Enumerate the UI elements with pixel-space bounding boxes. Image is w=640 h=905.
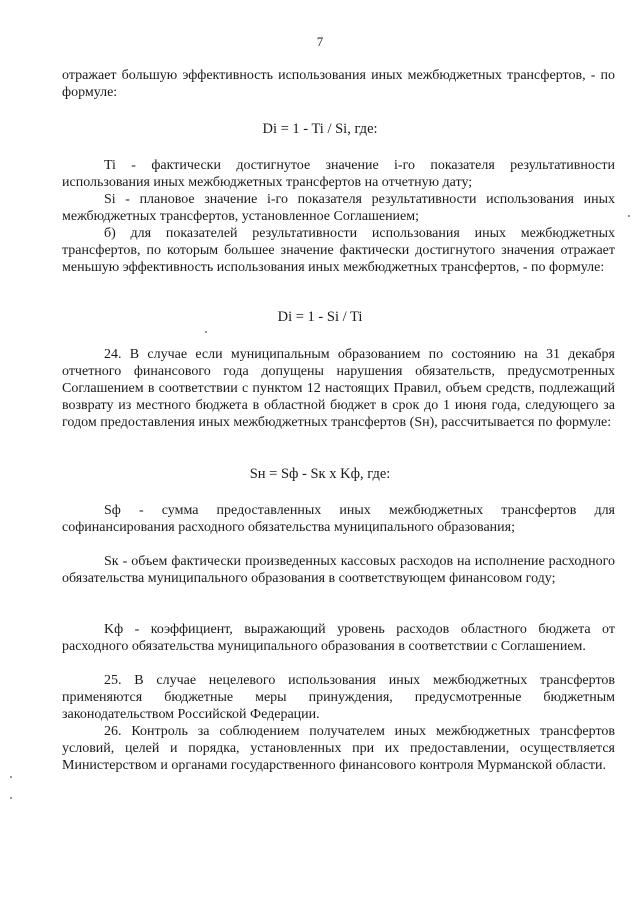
definition-ti: Ti - фактически достигнутое значение i-го показателя результативности использования иных межбюджетных трансфертов на отчетную дату;: [62, 158, 615, 190]
definition-sk: Sк - объем фактически произведенных кассовых расходов на исполнение расходного обязательства муниципального образования в соответствующем финансовом году;: [62, 554, 615, 586]
scan-speck: [628, 215, 630, 217]
paragraph-continuation: отражает большую эффективность использования иных межбюджетных трансфертов, - по формуле:: [62, 68, 615, 100]
formula-sn: Sн = Sф - Sк x Kф, где:: [249, 466, 391, 482]
scan-speck: [10, 776, 12, 778]
definition-si: Si - плановое значение i-го показателя результативности использования иных межбюджетных трансфертов, установленное Соглашением;: [62, 192, 615, 224]
formula-di-2: Di = 1 - Si / Ti: [277, 309, 363, 325]
page-number: 7: [316, 34, 324, 49]
scan-speck: [10, 797, 12, 799]
paragraph-b: б) для показателей результативности использования иных межбюджетных трансфертов, по которым большее значение фактически достигнутого значения отражает меньшую эффективность использования иных межбюджетных трансфертов, - по формуле:: [62, 226, 615, 275]
scan-speck: [205, 331, 207, 333]
definition-kf: Kф - коэффициент, выражающий уровень расходов областного бюджета от расходного обязательства муниципального образования в соответствии с Соглашением.: [62, 622, 615, 654]
paragraph-24: 24. В случае если муниципальным образованием по состоянию на 31 декабря отчетного финансового года допущены нарушения обязательств, предусмотренных Соглашением в соответствии с пунктом 12 настоящих Правил, объем средств, подлежащий возврату из местного бюджета в областной бюджет в срок до 1 июня года, следующего за годом предоставления иных межбюджетных трансфертов (Sн), рассчитывается по формуле:: [62, 347, 615, 430]
paragraph-25: 25. В случае нецелевого использования иных межбюджетных трансфертов применяются бюджетные меры принуждения, предусмотренные бюджетным законодательством Российской Федерации.: [62, 673, 615, 722]
paragraph-26: 26. Контроль за соблюдением получателем иных межбюджетных трансфертов условий, целей и порядка, установленных при их предоставлении, осуществляется Министерством и органами государственного финансового контроля Мурманской области.: [62, 724, 615, 773]
definition-sf: Sф - сумма предоставленных иных межбюджетных трансфертов для софинансирования расходного обязательства муниципального образования;: [62, 503, 615, 535]
formula-di-1: Di = 1 - Ti / Si, где:: [262, 121, 378, 137]
